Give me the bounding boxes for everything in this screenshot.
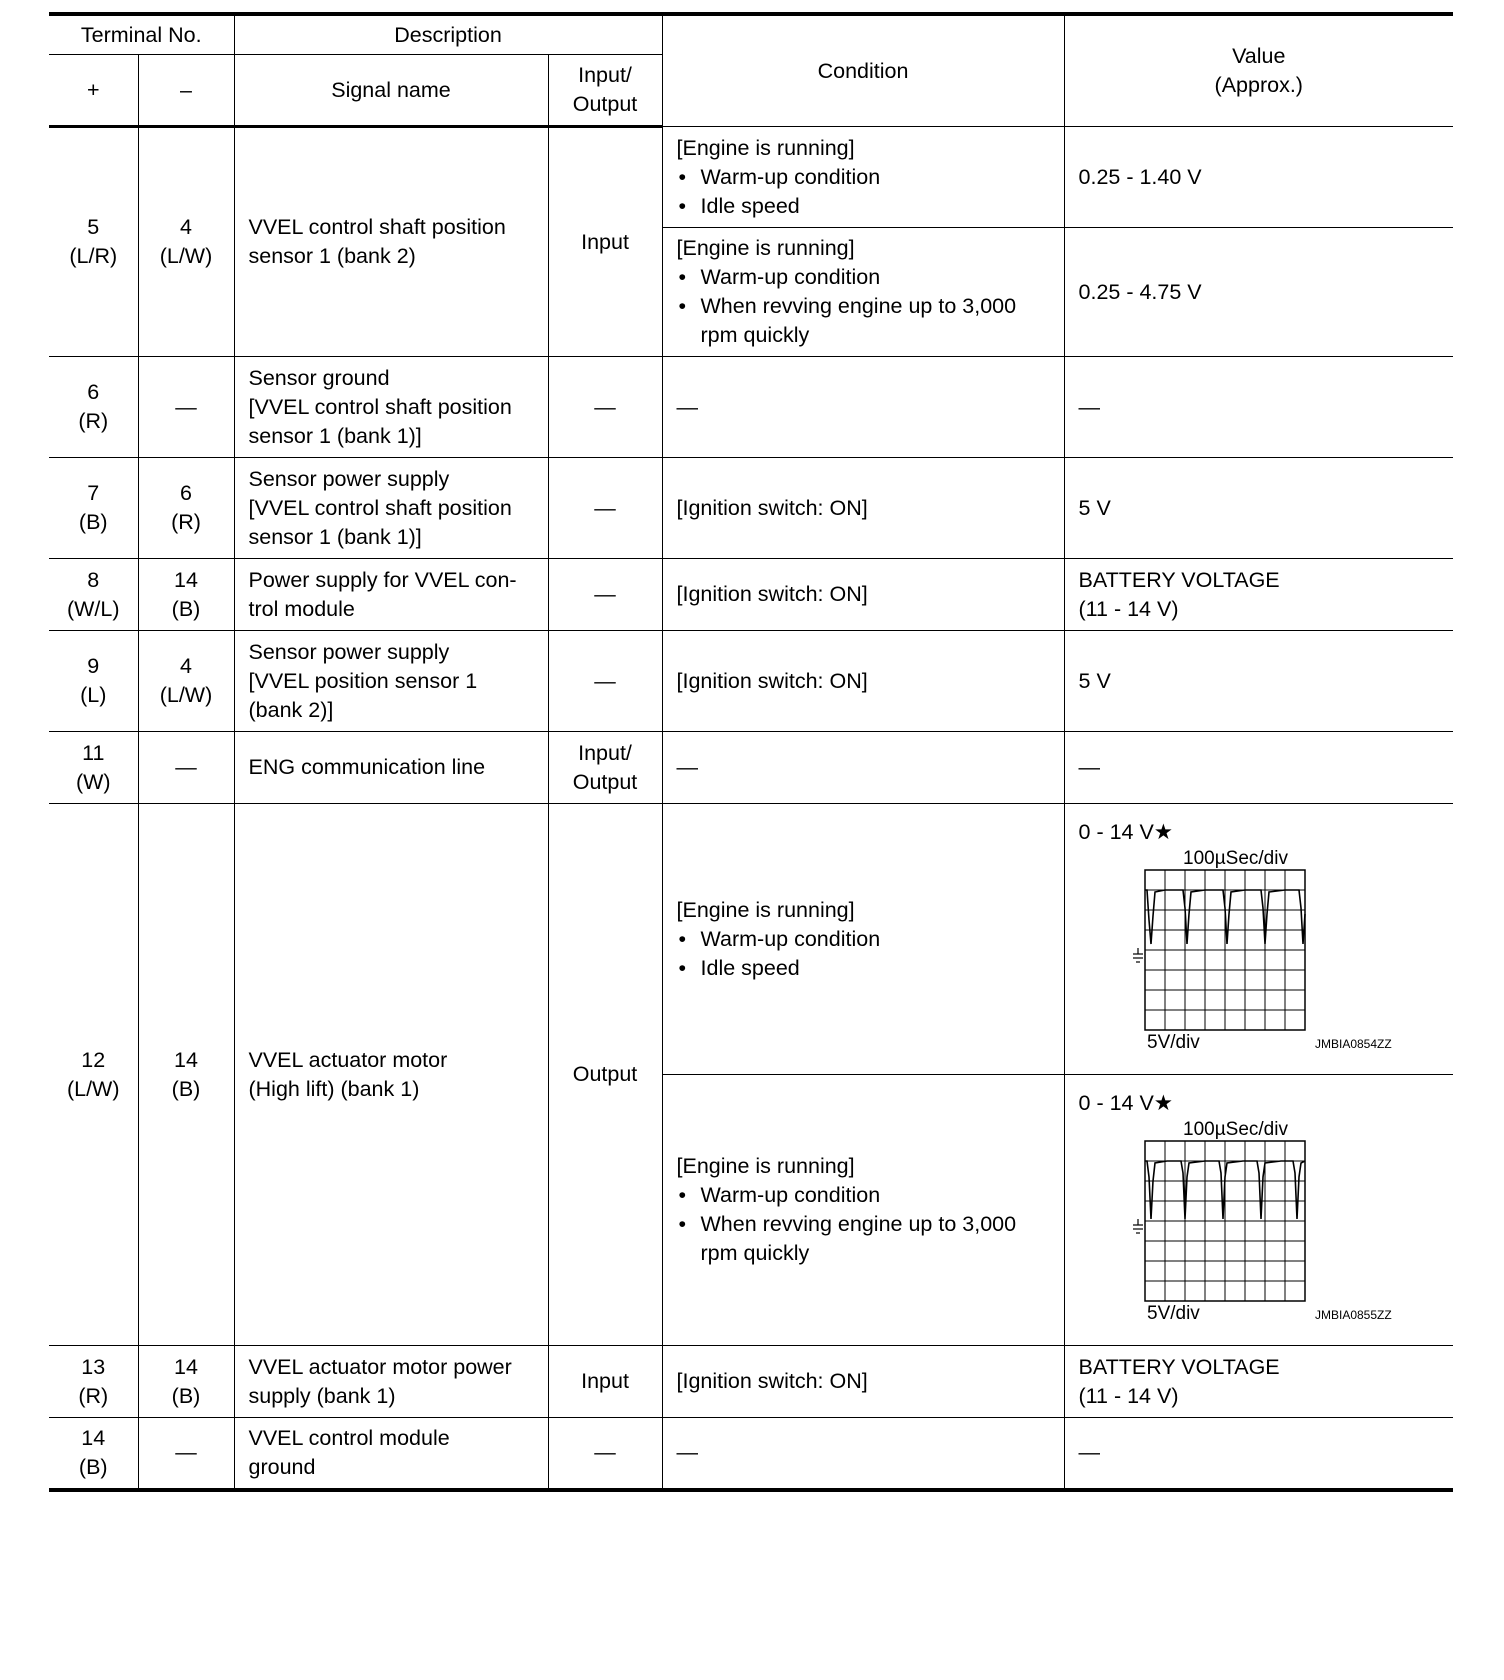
condition-list bbox=[677, 163, 1054, 221]
oscilloscope-waveform-1 bbox=[1115, 844, 1415, 1064]
input-output: Output bbox=[548, 804, 662, 1346]
condition-bullet: • When revving engine up to 3,000 rpm quickly bbox=[677, 292, 1054, 350]
condition-list bbox=[677, 925, 1054, 983]
input-output: — bbox=[548, 1418, 662, 1490]
input-output: Input bbox=[548, 127, 662, 357]
terminal-minus: — bbox=[138, 357, 234, 458]
terminal-table-container bbox=[49, 12, 1453, 1492]
value: 5 V bbox=[1064, 458, 1453, 559]
condition-head: [Engine is running] bbox=[676, 135, 855, 160]
value: 0.25 - 1.40 V bbox=[1064, 127, 1453, 228]
figure-id: JMBIA0854ZZ bbox=[1314, 1037, 1392, 1051]
value: — bbox=[1064, 357, 1453, 458]
value: — bbox=[1064, 732, 1453, 804]
value: BATTERY VOLTAGE (11 - 14 V) bbox=[1064, 559, 1453, 631]
header-input-output: Input/ Output bbox=[548, 55, 662, 127]
condition bbox=[662, 228, 1064, 357]
condition: — bbox=[662, 732, 1064, 804]
terminal-plus: 12 (L/W) bbox=[49, 804, 138, 1346]
table-row bbox=[49, 458, 1453, 559]
condition: [Ignition switch: ON] bbox=[662, 1346, 1064, 1418]
terminal-plus: 7 (B) bbox=[49, 458, 138, 559]
table-row bbox=[49, 732, 1453, 804]
signal-name: ENG communication line bbox=[234, 732, 548, 804]
value: 0.25 - 4.75 V bbox=[1064, 228, 1453, 357]
table-row bbox=[49, 357, 1453, 458]
terminal-minus: — bbox=[138, 1418, 234, 1490]
table-row bbox=[49, 804, 1453, 1075]
terminal-plus: 13 (R) bbox=[49, 1346, 138, 1418]
scope-grid bbox=[1145, 1141, 1305, 1301]
condition-bullet: • Idle speed bbox=[677, 954, 1054, 983]
input-output: Input bbox=[548, 1346, 662, 1418]
volt-div-label: 5V/div bbox=[1146, 1303, 1200, 1324]
header-description: Description bbox=[234, 14, 662, 55]
terminal-plus: 14 (B) bbox=[49, 1418, 138, 1490]
terminal-minus: 4 (L/W) bbox=[138, 127, 234, 357]
header-signal-name: Signal name bbox=[234, 55, 548, 127]
ground-symbol-icon bbox=[1133, 1219, 1143, 1233]
value-waveform-cell bbox=[1064, 804, 1453, 1075]
value: 0 - 14 V★ bbox=[1078, 820, 1174, 844]
condition: [Ignition switch: ON] bbox=[662, 559, 1064, 631]
scope-grid bbox=[1145, 870, 1305, 1030]
condition-bullet: • Idle speed bbox=[677, 192, 1054, 221]
header-plus: + bbox=[49, 55, 138, 127]
table-row bbox=[49, 1346, 1453, 1418]
condition-head: [Engine is running] bbox=[676, 1154, 855, 1178]
signal-name: Sensor ground [VVEL control shaft position sensor 1 (bank 1)] bbox=[234, 357, 548, 458]
input-output: Input/ Output bbox=[548, 732, 662, 804]
value: — bbox=[1064, 1418, 1453, 1490]
condition-bullet: • Warm-up condition bbox=[677, 925, 1054, 954]
condition-list bbox=[677, 1181, 1054, 1268]
terminal-minus: 14 (B) bbox=[138, 804, 234, 1346]
header-value: Value (Approx.) bbox=[1064, 14, 1453, 127]
input-output: — bbox=[548, 357, 662, 458]
terminal-plus: 8 (W/L) bbox=[49, 559, 138, 631]
table-row bbox=[49, 559, 1453, 631]
ground-symbol-icon bbox=[1133, 948, 1143, 962]
signal-name: VVEL control shaft position sensor 1 (bank 2) bbox=[234, 127, 548, 357]
terminal-minus: 14 (B) bbox=[138, 1346, 234, 1418]
condition: [Ignition switch: ON] bbox=[662, 631, 1064, 732]
condition-head: [Engine is running] bbox=[676, 897, 855, 922]
header-terminal-no: Terminal No. bbox=[49, 14, 234, 55]
table-row bbox=[49, 127, 1453, 228]
signal-name: VVEL control module ground bbox=[234, 1418, 548, 1490]
input-output: — bbox=[548, 559, 662, 631]
condition-bullet: • When revving engine up to 3,000 rpm quickly bbox=[677, 1210, 1054, 1268]
condition bbox=[662, 127, 1064, 228]
condition bbox=[662, 1075, 1064, 1346]
volt-div-label: 5V/div bbox=[1146, 1032, 1200, 1053]
terminal-minus: 4 (L/W) bbox=[138, 631, 234, 732]
condition: — bbox=[662, 1418, 1064, 1490]
value-waveform-cell bbox=[1064, 1075, 1453, 1346]
condition-head: [Engine is running] bbox=[676, 236, 855, 260]
condition-bullet: • Warm-up condition bbox=[677, 1181, 1054, 1210]
signal-name: VVEL actuator motor power supply (bank 1) bbox=[234, 1346, 548, 1418]
terminal-minus: — bbox=[138, 732, 234, 804]
figure-id: JMBIA0855ZZ bbox=[1314, 1308, 1392, 1322]
value: 0 - 14 V★ bbox=[1078, 1091, 1174, 1115]
signal-name: Sensor power supply [VVEL position sensor 1 (bank 2)] bbox=[234, 631, 548, 732]
input-output: — bbox=[548, 631, 662, 732]
table-row bbox=[49, 1418, 1453, 1490]
oscilloscope-waveform-2 bbox=[1115, 1115, 1415, 1335]
terminal-plus: 5 (L/R) bbox=[49, 127, 138, 357]
terminal-minus: 6 (R) bbox=[138, 458, 234, 559]
time-div-label: 100µSec/div bbox=[1182, 1119, 1288, 1140]
terminal-table bbox=[49, 12, 1453, 1492]
terminal-plus: 11 (W) bbox=[49, 732, 138, 804]
value: 5 V bbox=[1064, 631, 1453, 732]
time-div-label: 100µSec/div bbox=[1182, 848, 1288, 869]
condition: — bbox=[662, 357, 1064, 458]
table-row bbox=[49, 631, 1453, 732]
value: BATTERY VOLTAGE (11 - 14 V) bbox=[1064, 1346, 1453, 1418]
terminal-plus: 9 (L) bbox=[49, 631, 138, 732]
header-condition: Condition bbox=[662, 14, 1064, 127]
signal-name: Sensor power supply [VVEL control shaft position sensor 1 (bank 1)] bbox=[234, 458, 548, 559]
condition-list bbox=[677, 263, 1054, 350]
signal-name: VVEL actuator motor (High lift) (bank 1) bbox=[234, 804, 548, 1346]
condition bbox=[662, 804, 1064, 1075]
condition-bullet: • Warm-up condition bbox=[677, 163, 1054, 192]
signal-name: Power supply for VVEL con- trol module bbox=[234, 559, 548, 631]
terminal-minus: 14 (B) bbox=[138, 559, 234, 631]
header-minus: – bbox=[138, 55, 234, 127]
terminal-plus: 6 (R) bbox=[49, 357, 138, 458]
condition: [Ignition switch: ON] bbox=[662, 458, 1064, 559]
condition-bullet: • Warm-up condition bbox=[677, 263, 1054, 292]
input-output: — bbox=[548, 458, 662, 559]
